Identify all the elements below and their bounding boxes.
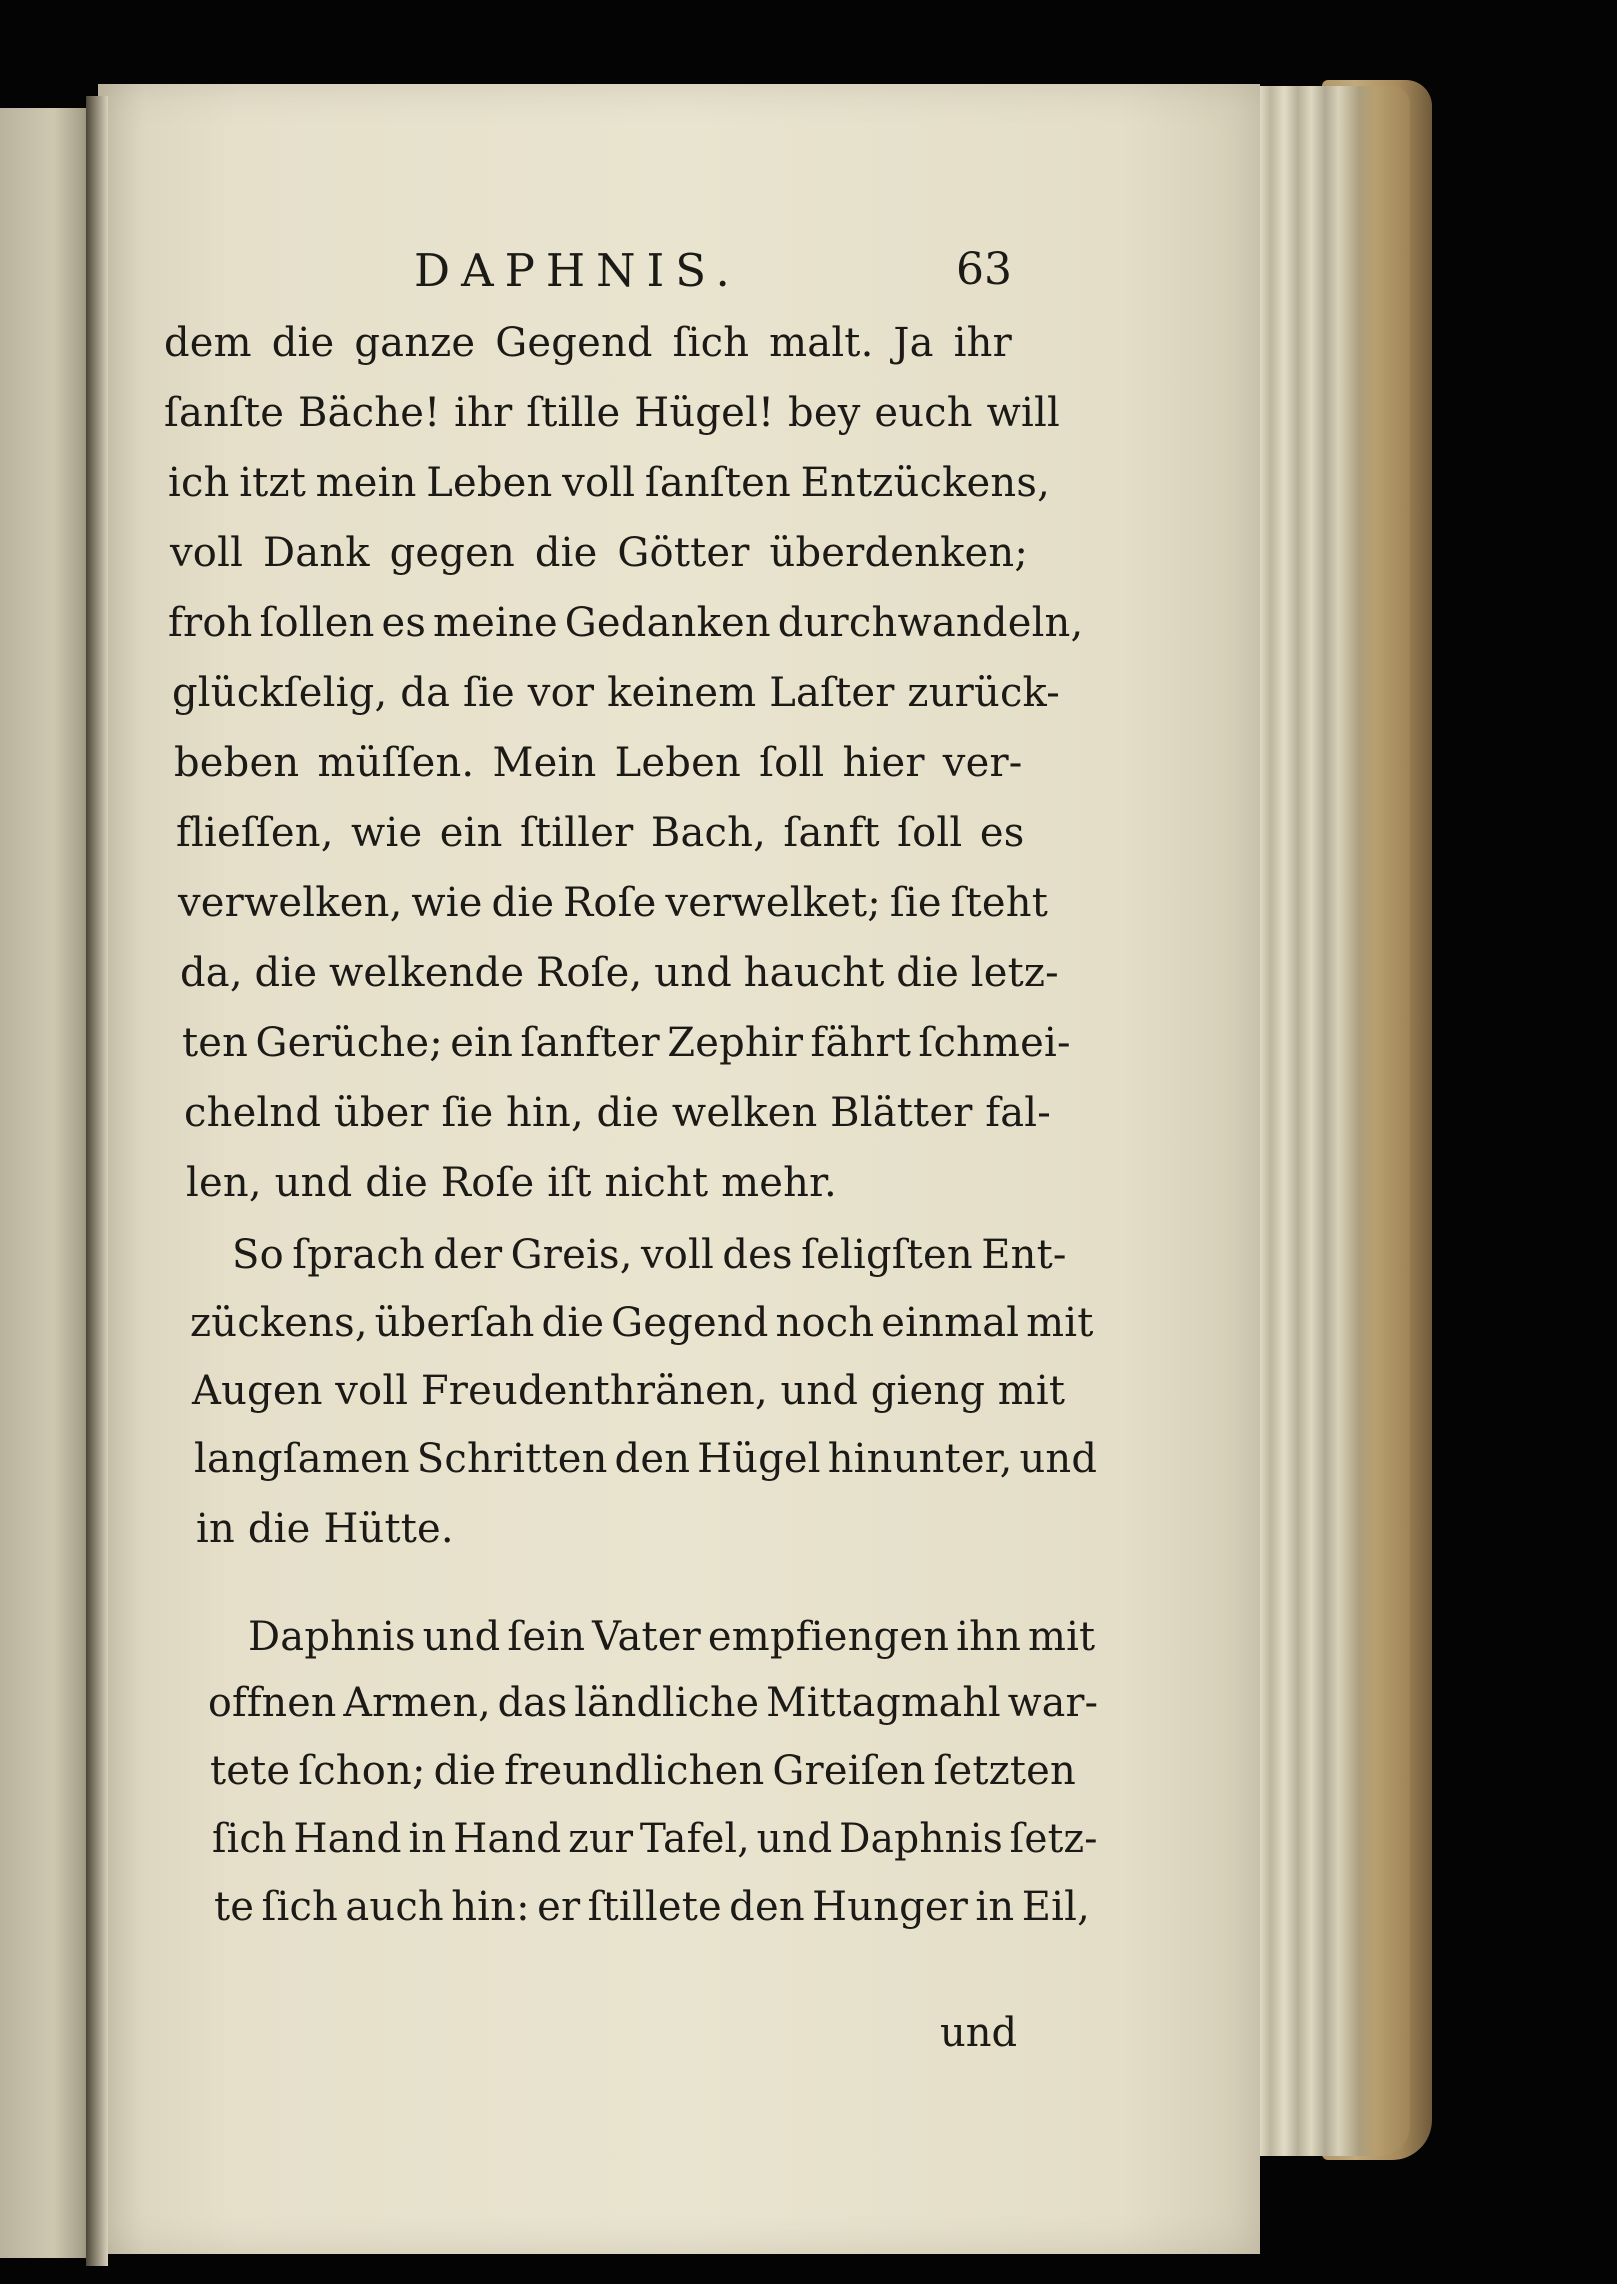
text-line: So ſprach der Greis, voll des ſeligſten Ent- [232,1232,1067,1278]
text-line: ten Gerüche; ein ſanfter Zephir fährt ſchmei- [182,1020,1071,1066]
text-line: voll Dank gegen die Götter überdenken; [170,530,1029,576]
text-line: flieſſen, wie ein ſtiller Bach, ſanft ſoll es [176,810,1025,856]
text-line: tete ſchon; die freundlichen Greiſen ſetzten [210,1748,1076,1794]
page-text-area [98,84,1260,2254]
book-gutter [86,96,108,2266]
page-number: 63 [956,244,1012,295]
previous-page-edge [0,108,98,2258]
text-line: ich itzt mein Leben voll ſanſten Entzückens, [168,460,1050,506]
text-line: langſamen Schritten den Hügel hinunter, und [194,1436,1098,1482]
book-page [98,84,1260,2254]
text-line: in die Hütte. [196,1506,454,1552]
text-line: len, und die Roſe iſt nicht mehr. [186,1160,837,1206]
text-line: te ſich auch hin: er ſtillete den Hunger in Eil, [214,1884,1090,1930]
page-block-fore-edge [1240,86,1410,2156]
text-line: da, die welkende Roſe, und haucht die letz- [180,950,1059,996]
text-line: glückſelig, da ſie vor keinem Laſter zurück- [172,670,1061,716]
text-line: ſanſte Bäche! ihr ſtille Hügel! bey euch will [164,390,1060,436]
text-line: Augen voll Freudenthränen, und gieng mit [192,1368,1066,1414]
text-line: beben müſſen. Mein Leben ſoll hier ver- [174,740,1023,786]
text-line: chelnd über ſie hin, die welken Blätter fal- [184,1090,1051,1136]
running-head: DAPHNIS. [414,244,741,297]
text-line: zückens, überſah die Gegend noch einmal mit [190,1300,1094,1346]
text-line: offnen Armen, das ländliche Mittagmahl war- [208,1680,1099,1726]
text-line: froh ſollen es meine Gedanken durchwandeln, [168,600,1084,646]
text-line: Daphnis und ſein Vater empfiengen ihn mit [248,1614,1096,1660]
text-line: dem die ganze Gegend ſich malt. Ja ihr [164,320,1012,366]
text-line: ſich Hand in Hand zur Tafel, und Daphnis ſetz- [212,1816,1098,1862]
text-line: verwelken, wie die Roſe verwelket; ſie ſteht [178,880,1048,926]
catchword: und [940,2010,1018,2056]
